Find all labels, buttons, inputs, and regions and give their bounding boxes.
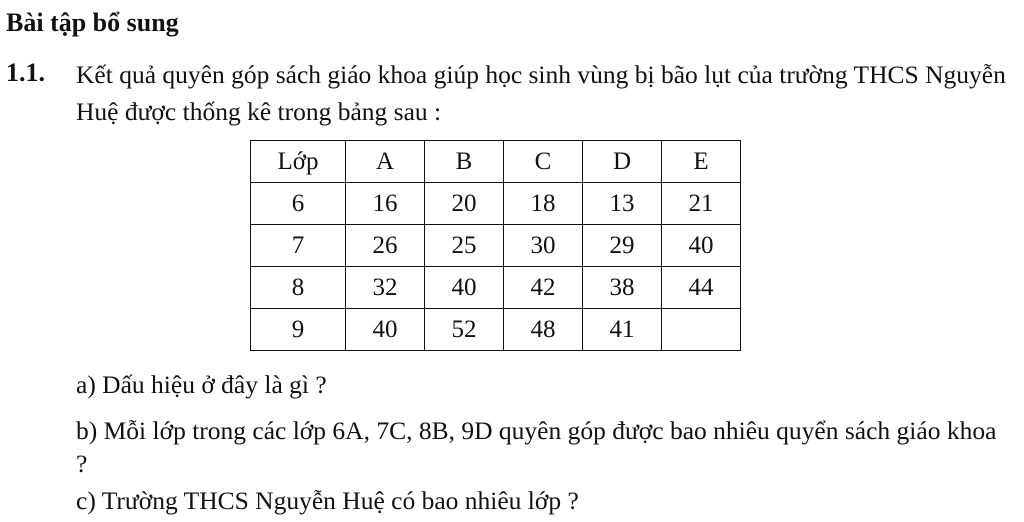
table-cell: 29 <box>583 225 662 267</box>
table-cell: 42 <box>504 267 583 309</box>
table-cell: 40 <box>425 267 504 309</box>
header-cell: C <box>504 141 583 183</box>
question-c: c) Trường THCS Nguyễn Huệ có bao nhiêu lớp ? <box>76 486 579 515</box>
table-row <box>251 267 741 309</box>
table-cell: 48 <box>504 309 583 351</box>
donation-table <box>250 140 741 351</box>
table-cell: 21 <box>662 183 741 225</box>
header-cell: Lớp <box>251 141 346 183</box>
header-cell: E <box>662 141 741 183</box>
table-cell: 25 <box>425 225 504 267</box>
table-cell: 20 <box>425 183 504 225</box>
table-row <box>251 183 741 225</box>
table-cell: 16 <box>346 183 425 225</box>
section-heading: Bài tập bổ sung <box>6 8 179 37</box>
table-cell: 32 <box>346 267 425 309</box>
table-cell: 38 <box>583 267 662 309</box>
header-cell: A <box>346 141 425 183</box>
header-cell: B <box>425 141 504 183</box>
problem-number: 1.1. <box>6 58 45 87</box>
table-cell: 6 <box>251 183 346 225</box>
table-cell: 8 <box>251 267 346 309</box>
table-cell: 26 <box>346 225 425 267</box>
table-row <box>251 225 741 267</box>
problem-statement: Kết quả quyên góp sách giáo khoa giúp học sinh vùng bị bão lụt của trường THCS Nguyễn Huệ được thống kê trong bảng sau : <box>76 60 1006 126</box>
table-cell: 52 <box>425 309 504 351</box>
table-cell: 40 <box>346 309 425 351</box>
table-cell: 40 <box>662 225 741 267</box>
question-b: b) Mỗi lớp trong các lớp 6A, 7C, 8B, 9D quyên góp được bao nhiêu quyển sách giáo khoa ? <box>76 416 997 478</box>
table-cell: 7 <box>251 225 346 267</box>
table-cell: 9 <box>251 309 346 351</box>
table-row <box>251 309 741 351</box>
table-cell: 44 <box>662 267 741 309</box>
table-cell: 18 <box>504 183 583 225</box>
table-header-row <box>251 141 741 183</box>
question-a: a) Dấu hiệu ở đây là gì ? <box>76 370 327 399</box>
table-cell: 13 <box>583 183 662 225</box>
table-cell: 30 <box>504 225 583 267</box>
header-cell: D <box>583 141 662 183</box>
table-cell <box>662 309 741 351</box>
table-cell: 41 <box>583 309 662 351</box>
